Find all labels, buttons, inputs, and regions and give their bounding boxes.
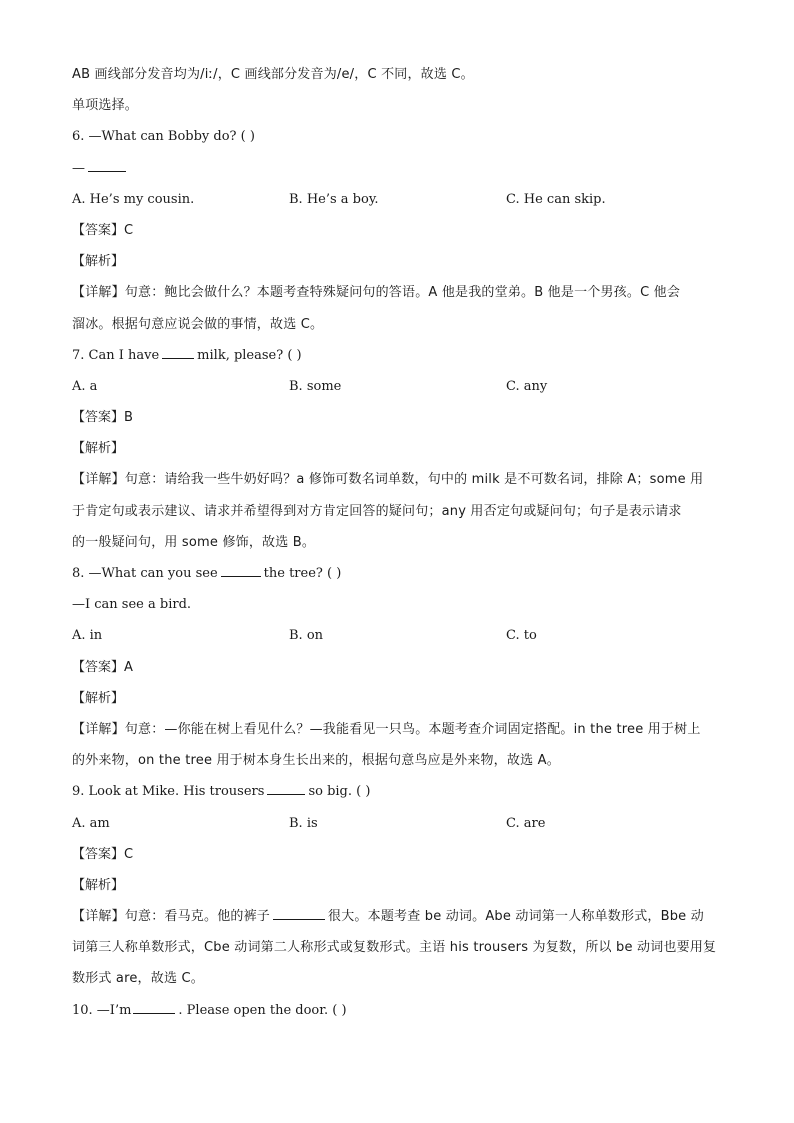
q6-reply-dash: —: [72, 160, 85, 176]
q6-reply: [72, 158, 724, 189]
q7-stem-start: 7. Can I have: [72, 347, 160, 363]
q8-stem: [72, 563, 724, 594]
q10-stem-start: 10. —I’m: [72, 1002, 132, 1018]
q8-option-a: A. in: [72, 628, 103, 644]
q6-option-b: B. He’s a boy.: [289, 191, 379, 207]
q8-analysis: 【解析】: [72, 690, 125, 706]
document-page: [72, 64, 724, 1031]
q7-stem: [72, 345, 724, 376]
q9-stem: [72, 781, 724, 812]
q9-detail-1-end: 很大。本题考查 be 动词。Abe 动词第一人称单数形式，Bbe 动: [328, 909, 704, 925]
q9-stem-end: so big. ( ): [308, 784, 371, 800]
q7-option-a: A. a: [72, 378, 98, 394]
intro-line-1: AB 画线部分发音均为/iː/，C 画线部分发音为/e/，C 不同，故选 C。: [72, 67, 474, 82]
q9-detail-1: [72, 906, 724, 937]
q8-stem-start: 8. —What can you see: [72, 566, 218, 581]
q7-stem-end: milk, please? ( ): [197, 347, 302, 363]
q6-options: [72, 189, 724, 220]
q7-option-c: C. any: [506, 378, 548, 394]
q7-options: [72, 376, 724, 407]
q7-option-b: B. some: [289, 378, 342, 394]
q9-option-a: A. am: [72, 815, 110, 831]
q6-analysis: 【解析】: [72, 254, 125, 270]
intro-line-2: 单项选择。: [72, 98, 139, 114]
q9-answer: 【答案】C: [72, 846, 134, 862]
q6-reply-blank: [88, 159, 126, 172]
q7-detail-2: 于肯定句或表示建议、请求并希望得到对方肯定回答的疑问句；any 用否定句或疑问句；句子是表示请求: [72, 503, 682, 519]
q6-detail-1: 【详解】句意：鲍比会做什么？本题考查特殊疑问句的答语。A 他是我的堂弟。B 他是一个男孩。C 他会: [72, 285, 681, 301]
q8-answer: 【答案】A: [72, 659, 133, 675]
q10-stem: [72, 1000, 724, 1031]
q8-options: [72, 625, 724, 656]
q9-detail-2: 词第三人称单数形式，Cbe 动词第二人称形式或复数形式。主语 his trousers 为复数，所以 be 动词也要用复: [72, 940, 717, 956]
q7-detail-1: 【详解】句意：请给我一些牛奶好吗？a 修饰可数名词单数，句中的 milk 是不可数名词，排除 A；some 用: [72, 472, 704, 488]
q8-detail-1: 【详解】句意：—你能在树上看见什么？—我能看见一只鸟。本题考查介词固定搭配。in the tree 用于树上: [72, 721, 701, 737]
q8-reply: —I can see a bird.: [72, 597, 192, 613]
q10-stem-end: . Please open the door. ( ): [178, 1002, 347, 1018]
q9-stem-start: 9. Look at Mike. His trousers: [72, 784, 265, 800]
q8-option-c: C. to: [506, 628, 537, 644]
q9-blank: [267, 782, 305, 795]
q8-blank: [221, 564, 261, 577]
q8-option-b: B. on: [289, 628, 324, 644]
q9-detail-1-start: 【详解】句意：看马克。他的裤子: [72, 909, 271, 925]
q9-options: [72, 813, 724, 844]
q9-detail-3: 数形式 are，故选 C。: [72, 971, 204, 987]
q10-blank: [133, 1001, 175, 1014]
q7-analysis: 【解析】: [72, 441, 125, 457]
q6-stem: 6. —What can Bobby do? ( ): [72, 129, 255, 145]
q9-option-c: C. are: [506, 815, 546, 831]
q9-detail-blank: [273, 907, 325, 920]
q6-answer: 【答案】C: [72, 222, 134, 238]
q6-option-c: C. He can skip.: [506, 191, 606, 207]
q9-option-b: B. is: [289, 815, 318, 831]
q7-answer: 【答案】B: [72, 410, 133, 426]
q7-blank: [162, 346, 194, 359]
q9-analysis: 【解析】: [72, 877, 125, 893]
q7-detail-3: 的一般疑问句，用 some 修饰，故选 B。: [72, 534, 316, 550]
q8-detail-2: 的外来物，on the tree 用于树本身生长出来的，根据句意鸟应是外来物，故选 A。: [72, 753, 560, 769]
q6-option-a: A. He’s my cousin.: [72, 191, 195, 207]
q8-stem-end: the tree? ( ): [263, 566, 342, 581]
q6-detail-2: 溜冰。根据句意应说会做的事情，故选 C。: [72, 316, 324, 332]
